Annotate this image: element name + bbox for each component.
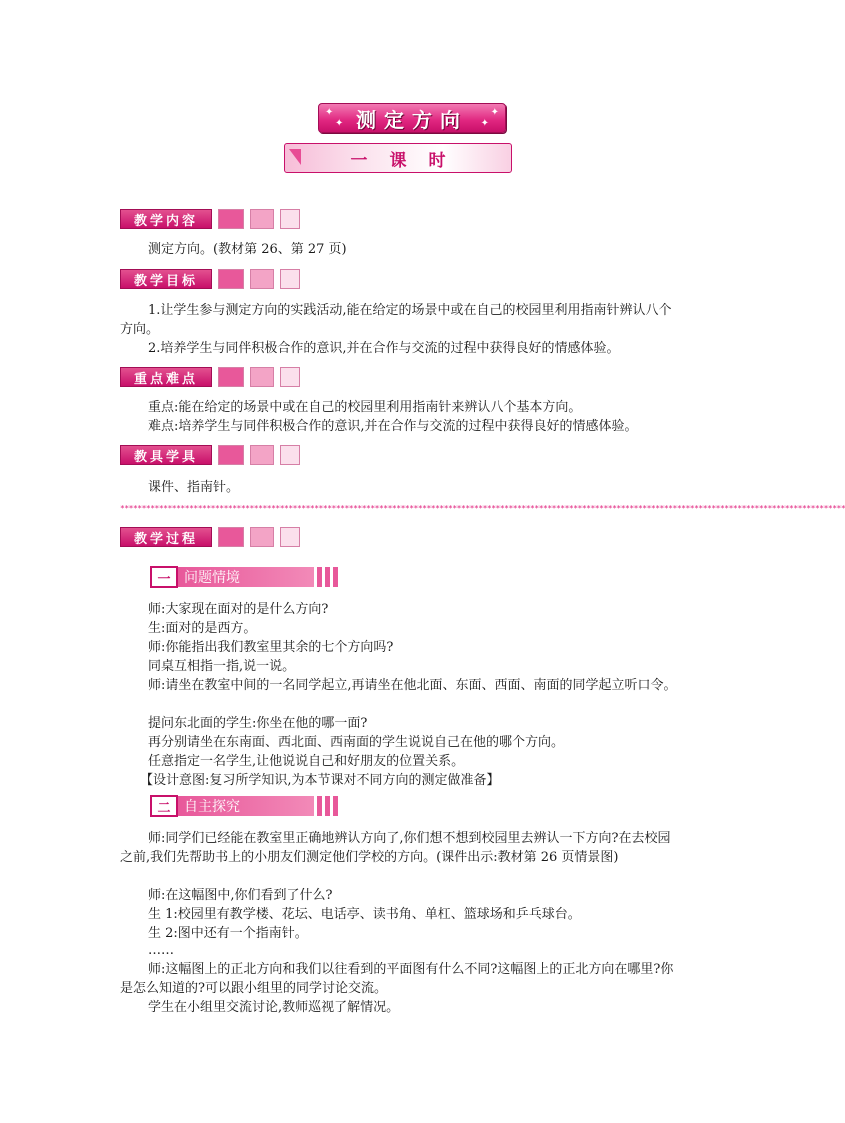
- lesson-banner: [284, 143, 512, 173]
- section-label: 教学过程: [120, 527, 212, 547]
- dialog-line: 生 2:图中还有一个指南针。: [148, 926, 308, 941]
- dialog-line: 任意指定一名学生,让他说说自己和好朋友的位置关系。: [148, 754, 465, 769]
- dialog-line: 再分别请坐在东南面、西北面、西南面的学生说说自己在他的哪个方向。: [148, 735, 565, 750]
- key-item: 重点:能在给定的场景中或在自己的校园里利用指南针来辨认八个基本方向。: [148, 400, 582, 415]
- dialog-line: 师:在这幅图中,你们看到了什么?: [148, 888, 333, 903]
- dialog-line: 生 1:校园里有教学楼、花坛、电话亭、读书角、单杠、篮球场和乒乓球台。: [148, 907, 581, 922]
- section-header-goals: [120, 269, 300, 289]
- part-number: 二: [150, 795, 178, 817]
- title-banner: [318, 103, 506, 133]
- section-header-process: [120, 527, 300, 547]
- part-number: 一: [150, 566, 178, 588]
- dialog-line: ……: [148, 943, 174, 958]
- dialog-line: 生:面对的是西方。: [148, 621, 257, 636]
- page-title: 测定方向: [356, 107, 468, 132]
- dialog-line: 提问东北面的学生:你坐在他的哪一面?: [148, 716, 368, 731]
- star-icon: ✦: [325, 107, 334, 118]
- dialog-line: 师:大家现在面对的是什么方向?: [148, 602, 329, 617]
- section-label: 教具学具: [120, 445, 212, 465]
- tools-text: 课件、指南针。: [148, 480, 240, 495]
- star-icon: ✦: [335, 118, 344, 129]
- goal-item: 1.让学生参与测定方向的实践活动,能在给定的场景中或在自己的校园里利用指南针辨认八个方向。: [120, 303, 672, 337]
- section-label: 教学目标: [120, 269, 212, 289]
- dialog-line: 师:同学们已经能在教室里正确地辨认方向了,你们想不想到校园里去辨认一下方向?在去校园之前,我们先帮助书上的小朋友们测定他们学校的方向。(课件出示:教材第 26 页情景图): [120, 831, 671, 865]
- part-title: 问题情境: [178, 567, 314, 587]
- dialog-line: 同桌互相指一指,说一说。: [148, 659, 296, 674]
- dialog-line: 师:请坐在教室中间的一名同学起立,再请坐在他北面、东面、西面、南面的同学起立听口令。: [148, 678, 677, 693]
- section-header-tools: [120, 445, 300, 465]
- star-divider: ************************************************************************************************************************************************************************: [120, 504, 845, 513]
- dialog-line: 师:你能指出我们教室里其余的七个方向吗?: [148, 640, 394, 655]
- section-header-content: [120, 209, 300, 229]
- subheader-part2: [150, 796, 341, 816]
- lesson-label: 一课时: [350, 150, 468, 171]
- star-icon: ✦: [480, 118, 489, 129]
- star-icon: ✦: [490, 107, 499, 118]
- section-header-key: [120, 367, 300, 387]
- design-intent: 【设计意图:复习所学知识,为本节课对不同方向的测定做准备】: [140, 773, 500, 788]
- dialog-line: 师:这幅图上的正北方向和我们以往看到的平面图有什么不同?这幅图上的正北方向在哪里?你是怎么知道的?可以跟小组里的同学讨论交流。: [120, 962, 674, 996]
- content-text: 测定方向。(教材第 26、第 27 页): [148, 242, 347, 257]
- section-label: 重点难点: [120, 367, 212, 387]
- subheader-part1: [150, 567, 341, 587]
- dialog-line: 学生在小组里交流讨论,教师巡视了解情况。: [148, 1000, 400, 1015]
- section-label: 教学内容: [120, 209, 212, 229]
- key-item: 难点:培养学生与同伴积极合作的意识,并在合作与交流的过程中获得良好的情感体验。: [148, 419, 638, 434]
- part-title: 自主探究: [178, 796, 314, 816]
- goal-item: 2.培养学生与同伴积极合作的意识,并在合作与交流的过程中获得良好的情感体验。: [148, 341, 620, 356]
